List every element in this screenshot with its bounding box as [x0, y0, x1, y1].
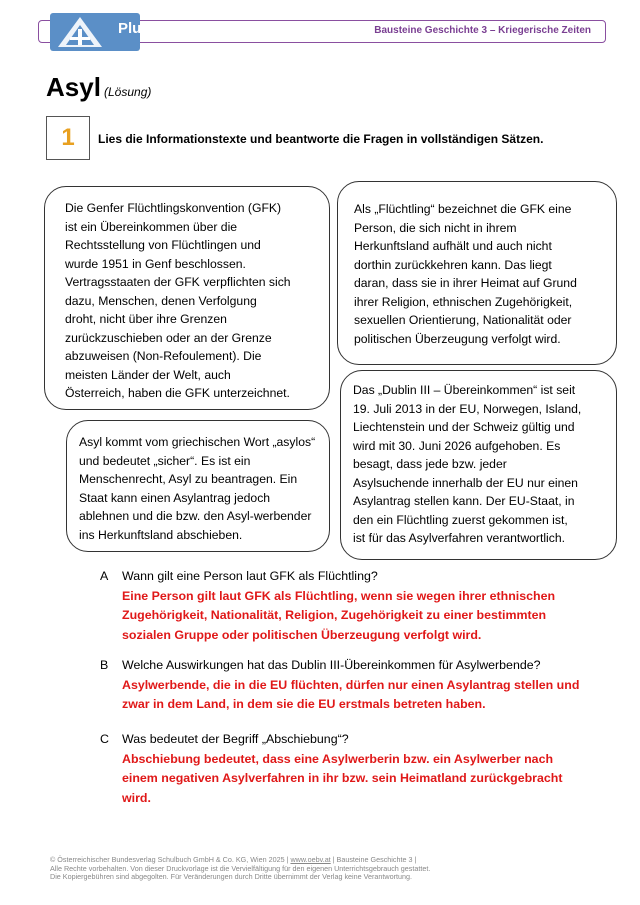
info-line: Asylsuchende innerhalb der EU nur einen: [353, 475, 578, 490]
publisher-link[interactable]: www.oebv.at: [290, 855, 331, 864]
info-line: Als „Flüchtling“ bezeichnet die GFK eine: [354, 202, 572, 216]
info-line: abzuweisen (Non-Refoulement). Die: [65, 349, 262, 363]
logo-plus-text: Plus: [118, 20, 150, 37]
question-text: Wann gilt eine Person laut GFK als Flüchtling?: [122, 569, 378, 583]
info-box-fluechtling: [337, 181, 617, 365]
info-box-gfk: [44, 186, 330, 410]
info-line: Staat kann einen Asylantrag jedoch: [79, 490, 271, 505]
question-letter: C: [100, 732, 109, 746]
info-line: Menschenrecht, Asyl zu beantragen. Ein: [79, 472, 298, 486]
triangle-logo-icon: [56, 15, 104, 49]
info-line: sexuellen Orientierung, Nationalität oder: [354, 313, 572, 327]
info-line: wurde 1951 in Genf beschlossen.: [65, 256, 246, 271]
info-line: Das „Dublin III – Übereinkommen“ ist seit: [353, 383, 576, 397]
answer-text: Abschiebung bedeutet, dass eine Asylwerberin bzw. ein Asylwerber nach einem negativen Asylverfahren in ihr bzw. sein Heimatland zurückgebracht wird.: [122, 751, 563, 805]
footer: [50, 856, 430, 882]
info-line: ablehnen und die bzw. den Asyl-werbender: [79, 509, 312, 523]
info-line: ist für das Asylverfahren verantwortlich.: [353, 531, 566, 545]
footer-copyright: © Österreichischer Bundesverlag Schulbuch GmbH & Co. KG, Wien 2025 |: [50, 855, 291, 864]
info-line: Rechtsstellung von Flüchtlingen und: [65, 238, 261, 252]
info-line: daran, dass sie in ihrer Heimat auf Grund: [354, 276, 577, 290]
info-line: dorthin zurückkehren kann. Das liegt: [354, 257, 552, 272]
info-line: Asyl kommt vom griechischen Wort „asylos“: [79, 435, 316, 449]
info-line: 19. Juli 2013 in der EU, Norwegen, Island,: [353, 401, 582, 416]
info-line: besagt, dass jede bzw. jeder: [353, 457, 507, 471]
info-line: dazu, Menschen, denen Verfolgung: [65, 293, 257, 308]
info-box-dublin: [340, 370, 617, 560]
info-line: droht, nicht über ihre Grenzen: [65, 312, 227, 326]
info-line: Die Genfer Flüchtlingskonvention (GFK): [65, 201, 282, 215]
answer-text: Eine Person gilt laut GFK als Flüchtling, wenn sie wegen ihrer ethnischen Zugehörigkeit, Nationalität, Religion, Zugehörigkeit zu einer bestimmten sozialen Gruppe oder politischen Überzeugung verfolgt wird.: [122, 588, 556, 642]
info-line: und bedeutet „sicher“. Es ist ein: [79, 453, 251, 468]
info-box-asyl: [66, 420, 330, 552]
info-line: Person, die sich nicht in ihrem: [354, 220, 517, 235]
info-line: Asylantrag stellen kann. Der EU-Staat, in: [353, 494, 575, 508]
question-text: Welche Auswirkungen hat das Dublin III-Übereinkommen für Asylwerbende?: [122, 658, 541, 672]
info-line: ihrer Religion, ethnischen Zugehörigkeit,: [354, 294, 573, 309]
info-line: zurückzuschieben oder an der Grenze: [65, 330, 272, 345]
page-subtitle: (Lösung): [104, 85, 152, 99]
task-number: 1: [46, 116, 90, 160]
page-title: Asyl: [46, 72, 101, 102]
answer-text: Asylwerbende, die in die EU flüchten, dürfen nur einen Asylantrag stellen und zwar in dem Land, in dem sie die EU erstmals betreten haben.: [122, 677, 580, 711]
info-line: Liechtenstein und der Schweiz gültig und: [353, 420, 575, 434]
footer-series: | Bausteine Geschichte 3 |: [330, 855, 417, 864]
info-line: meisten Länder der Welt, auch: [65, 367, 231, 382]
info-line: Vertragsstaaten der GFK verpflichten sich: [65, 275, 291, 289]
info-line: wird mit 30. Juni 2026 aufgehoben. Es: [353, 438, 561, 453]
info-line: politischen Überzeugung verfolgt wird.: [354, 331, 561, 346]
question-letter: B: [100, 658, 109, 672]
info-line: Österreich, haben die GFK unterzeichnet.: [65, 386, 290, 400]
info-line: Herkunftsland aufhält und auch nicht: [354, 239, 552, 253]
footer-fees: Die Kopiergebühren sind abgegolten. Für Veränderungen durch Dritte übernimmt der Verlag keine Verantwortung.: [50, 872, 412, 882]
task-instruction: Lies die Informationstexte und beantworte die Fragen in vollständigen Sätzen.: [98, 132, 544, 146]
info-line: den ein Flüchtling zuerst gekommen ist,: [353, 512, 568, 527]
footer-rights: Alle Rechte vorbehalten. Von dieser Druckvorlage ist die Vervielfältigung für den eigenen Unterrichtsgebrauch gestattet.: [50, 863, 431, 873]
question-letter: A: [100, 569, 109, 583]
info-line: ins Herkunftsland abschieben.: [79, 527, 243, 542]
info-line: ist ein Übereinkommen über die: [65, 219, 238, 234]
series-title: Bausteine Geschichte 3 – Kriegerische Zeiten: [374, 25, 591, 36]
question-text: Was bedeutet der Begriff „Abschiebung“?: [122, 732, 349, 746]
